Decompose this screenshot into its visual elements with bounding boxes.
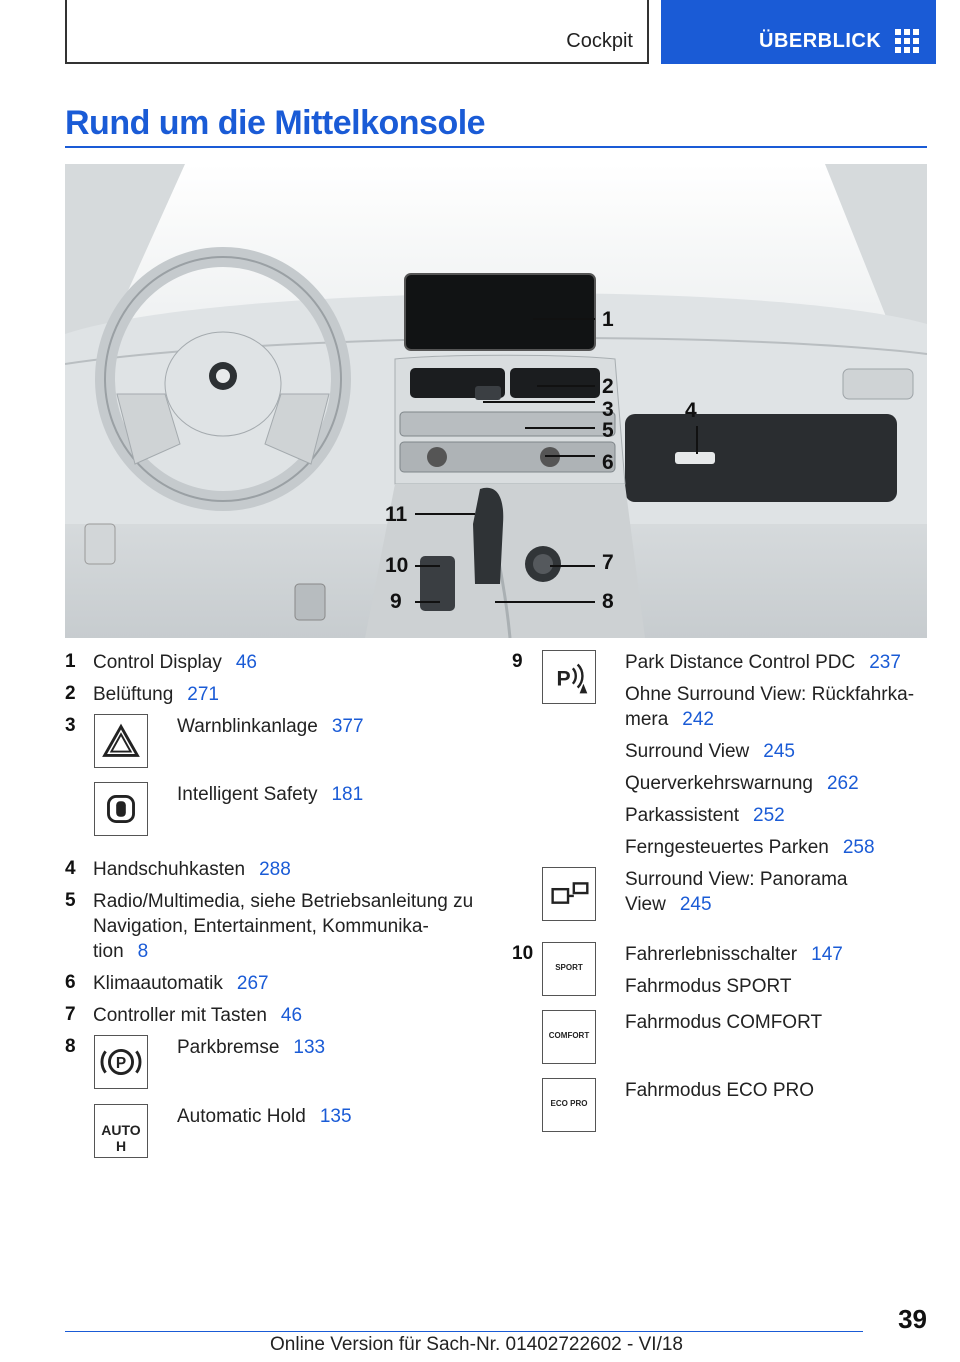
item-number: 7 [65,1004,76,1025]
item-parkassistent: Parkassistent 252 [625,805,785,826]
callout-7: 7 [602,551,614,574]
page-title: Rund um die Mittelkonsole [65,104,486,142]
pdc-icon [542,650,596,704]
sport-mode-icon [542,942,596,996]
page-ref-link[interactable]: 46 [280,1005,303,1026]
item-fahrmodus-comfort: Fahrmodus COMFORT [625,1012,823,1033]
cockpit-illustration [65,164,927,638]
page-ref-link[interactable]: 46 [235,652,257,673]
item-rueckfahrkamera: Ohne Surround View: Rückfahrka- mera 242 [625,684,915,730]
svg-text:P: P [556,667,571,691]
item-number: 5 [65,890,76,911]
callout-8: 8 [602,590,614,613]
item-fahrmodus-sport: Fahrmodus SPORT [625,976,792,997]
item-radio-multimedia: Radio/Multimedia, siehe Betriebsanleitung zu Navigation, Entertainment, Kommunika- tion 8 [93,891,474,962]
header-chapter-tab[interactable] [661,0,936,64]
page-ref-link[interactable]: 252 [753,805,785,826]
header-section-label: Cockpit [566,30,633,52]
page-ref-link[interactable]: 242 [682,709,714,730]
item-surround-view: Surround View 245 [625,741,795,762]
callout-11: 11 [385,503,408,526]
header-chapter-label: ÜBERBLICK [759,30,882,52]
callout-6: 6 [602,451,614,474]
intelligent-safety-icon [94,782,148,836]
item-number: 9 [512,651,523,672]
comfort-mode-icon [542,1010,596,1064]
item-handschuhkasten: Handschuhkasten 288 [93,859,291,880]
item-number: 8 [65,1036,76,1057]
page-ref-link[interactable]: 135 [319,1106,352,1127]
item-querverkehrswarnung: Querverkehrswarnung 262 [625,773,859,794]
item-control-display: Control Display 46 [93,652,257,673]
page-ref-link[interactable]: 271 [187,684,219,705]
callout-2: 2 [602,375,614,398]
item-fahrmodus-eco-pro: Fahrmodus ECO PRO [625,1080,814,1101]
page-ref-link[interactable]: 258 [842,837,875,858]
item-number: 1 [65,651,76,672]
item-automatic-hold: Automatic Hold 135 [177,1106,352,1127]
callout-3: 3 [602,398,614,421]
item-intelligent-safety: Intelligent Safety 181 [177,784,364,805]
footer-divider [65,1331,863,1332]
page-ref-link[interactable]: 288 [259,859,291,880]
page-ref-link[interactable]: 133 [293,1037,326,1058]
page-ref-link[interactable]: 245 [679,894,712,915]
header-section-box [65,0,649,64]
auto-hold-icon [94,1104,148,1158]
item-fahrerlebnisschalter: Fahrerlebnisschalter 147 [625,944,843,965]
footer-text: Online Version für Sach-Nr. 01402722602 - VI/18 [270,1334,683,1355]
callout-5: 5 [602,419,614,442]
auto-hold-icon-text: AUTO H [101,1122,141,1154]
item-parkbremse: Parkbremse 133 [177,1037,326,1058]
callout-1: 1 [602,308,614,331]
page-ref-link[interactable]: 377 [331,716,364,737]
page-ref-link[interactable]: 8 [137,941,149,962]
hazard-warning-icon [94,714,148,768]
callout-10: 10 [385,554,409,577]
parking-brake-icon [94,1035,148,1089]
item-panorama-view: Surround View: Panorama View 245 [625,869,848,915]
sport-icon-text: SPORT [555,963,583,972]
eco-pro-icon-text: ECO PRO [550,1099,588,1108]
page-ref-link[interactable]: 267 [236,973,269,994]
item-number: 4 [65,858,76,879]
page-ref-link[interactable]: 181 [331,784,364,805]
page-ref-link[interactable]: 245 [763,741,795,762]
comfort-icon-text: COMFORT [548,1031,590,1040]
page-ref-link[interactable]: 237 [869,652,901,673]
page-ref-link[interactable]: 147 [811,944,843,965]
page-number: 39 [898,1304,927,1334]
eco-pro-mode-icon [542,1078,596,1132]
item-ferngesteuertes-parken: Ferngesteuertes Parken 258 [625,837,875,858]
item-belueftung: Belüftung 271 [93,684,219,705]
item-warnblinkanlage: Warnblinkanlage 377 [177,716,364,737]
item-pdc: Park Distance Control PDC 237 [625,652,901,673]
callout-4: 4 [685,399,697,422]
title-divider [65,146,927,148]
item-number: 6 [65,972,76,993]
callout-9: 9 [390,590,402,613]
page-ref-link[interactable]: 262 [826,773,859,794]
item-number: 10 [512,943,534,964]
item-klimaautomatik: Klimaautomatik 267 [93,973,269,994]
cockpit-drawing [65,164,927,638]
item-number: 3 [65,715,76,736]
panorama-view-icon [542,867,596,921]
item-controller: Controller mit Tasten 46 [93,1005,303,1026]
item-number: 2 [65,683,76,704]
grid-menu-icon[interactable] [895,29,919,53]
svg-text:P: P [115,1054,127,1072]
